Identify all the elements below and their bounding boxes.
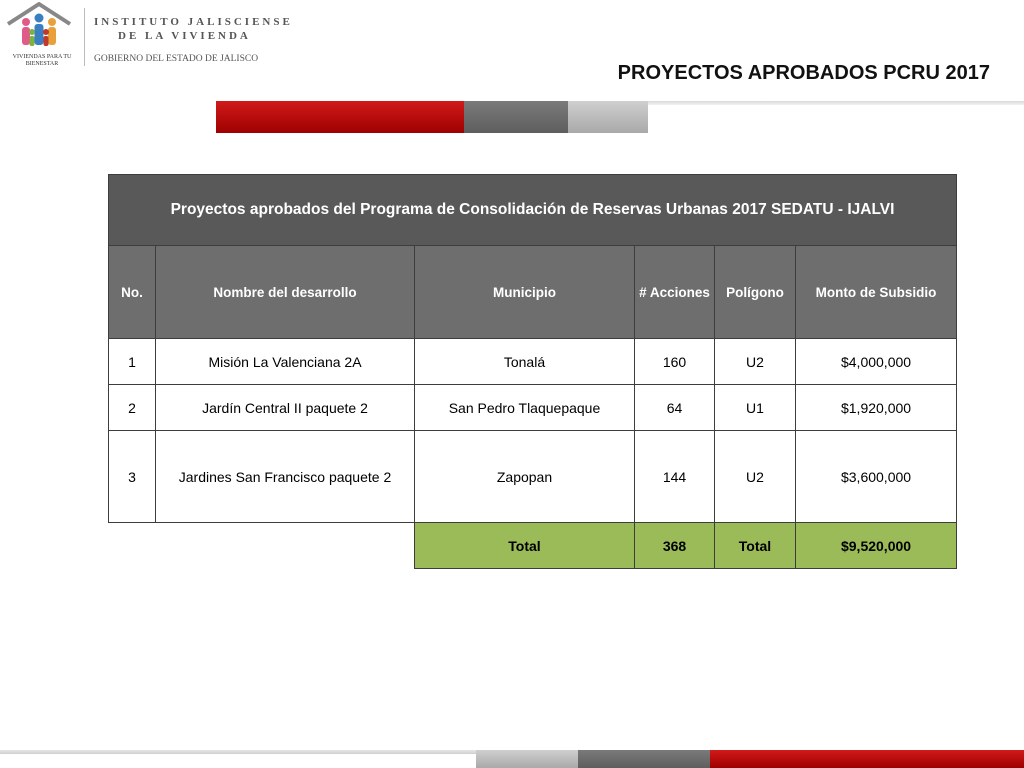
bottom-light-gray-bar	[476, 750, 578, 768]
total-label-2: Total	[715, 523, 796, 569]
institute-name-line1: INSTITUTO JALISCIENSE	[94, 16, 293, 28]
total-monto: $9,520,000	[796, 523, 957, 569]
government-name: GOBIERNO DEL ESTADO DE JALISCO	[94, 54, 259, 64]
cell-acciones: 64	[635, 385, 715, 431]
cell-municipio: San Pedro Tlaquepaque	[415, 385, 635, 431]
cell-poligono: U1	[715, 385, 796, 431]
top-red-bar	[216, 101, 464, 133]
cell-nombre: Misión La Valenciana 2A	[156, 339, 415, 385]
col-header-no: No.	[109, 246, 156, 339]
table-row	[109, 339, 957, 385]
totals-spacer	[109, 523, 415, 569]
projects-table	[108, 174, 957, 569]
cell-municipio: Tonalá	[415, 339, 635, 385]
institute-name-line2: DE LA VIVIENDA	[118, 30, 251, 42]
table-row	[109, 385, 957, 431]
ijalvi-logo	[4, 2, 74, 68]
house-family-logo-icon	[4, 2, 74, 54]
total-label-1: Total	[415, 523, 635, 569]
col-header-acciones: # Acciones	[635, 246, 715, 339]
table-row	[109, 431, 957, 523]
total-acciones: 368	[635, 523, 715, 569]
col-header-monto: Monto de Subsidio	[796, 246, 957, 339]
totals-row	[109, 523, 957, 569]
cell-municipio: Zapopan	[415, 431, 635, 523]
bottom-red-bar	[710, 750, 1024, 768]
cell-monto: $3,600,000	[796, 431, 957, 523]
cell-no: 2	[109, 385, 156, 431]
top-light-gray-bar	[568, 101, 648, 133]
cell-acciones: 160	[635, 339, 715, 385]
cell-no: 1	[109, 339, 156, 385]
cell-nombre: Jardín Central II paquete 2	[156, 385, 415, 431]
col-header-municipio: Municipio	[415, 246, 635, 339]
slide-title: PROYECTOS APROBADOS PCRU 2017	[617, 62, 990, 84]
col-header-nombre: Nombre del desarrollo	[156, 246, 415, 339]
cell-monto: $4,000,000	[796, 339, 957, 385]
logo-tagline: VIVIENDAS PARA TU BIENESTAR	[12, 54, 72, 67]
table-caption: Proyectos aprobados del Programa de Consolidación de Reservas Urbanas 2017 SEDATU - IJALVI	[109, 175, 957, 246]
header-divider	[84, 8, 85, 66]
table-header-row	[109, 246, 957, 339]
cell-poligono: U2	[715, 431, 796, 523]
cell-no: 3	[109, 431, 156, 523]
col-header-poligono: Polígono	[715, 246, 796, 339]
cell-acciones: 144	[635, 431, 715, 523]
cell-nombre: Jardines San Francisco paquete 2	[156, 431, 415, 523]
cell-monto: $1,920,000	[796, 385, 957, 431]
cell-poligono: U2	[715, 339, 796, 385]
bottom-dark-gray-bar	[578, 750, 710, 768]
top-dark-gray-bar	[464, 101, 568, 133]
